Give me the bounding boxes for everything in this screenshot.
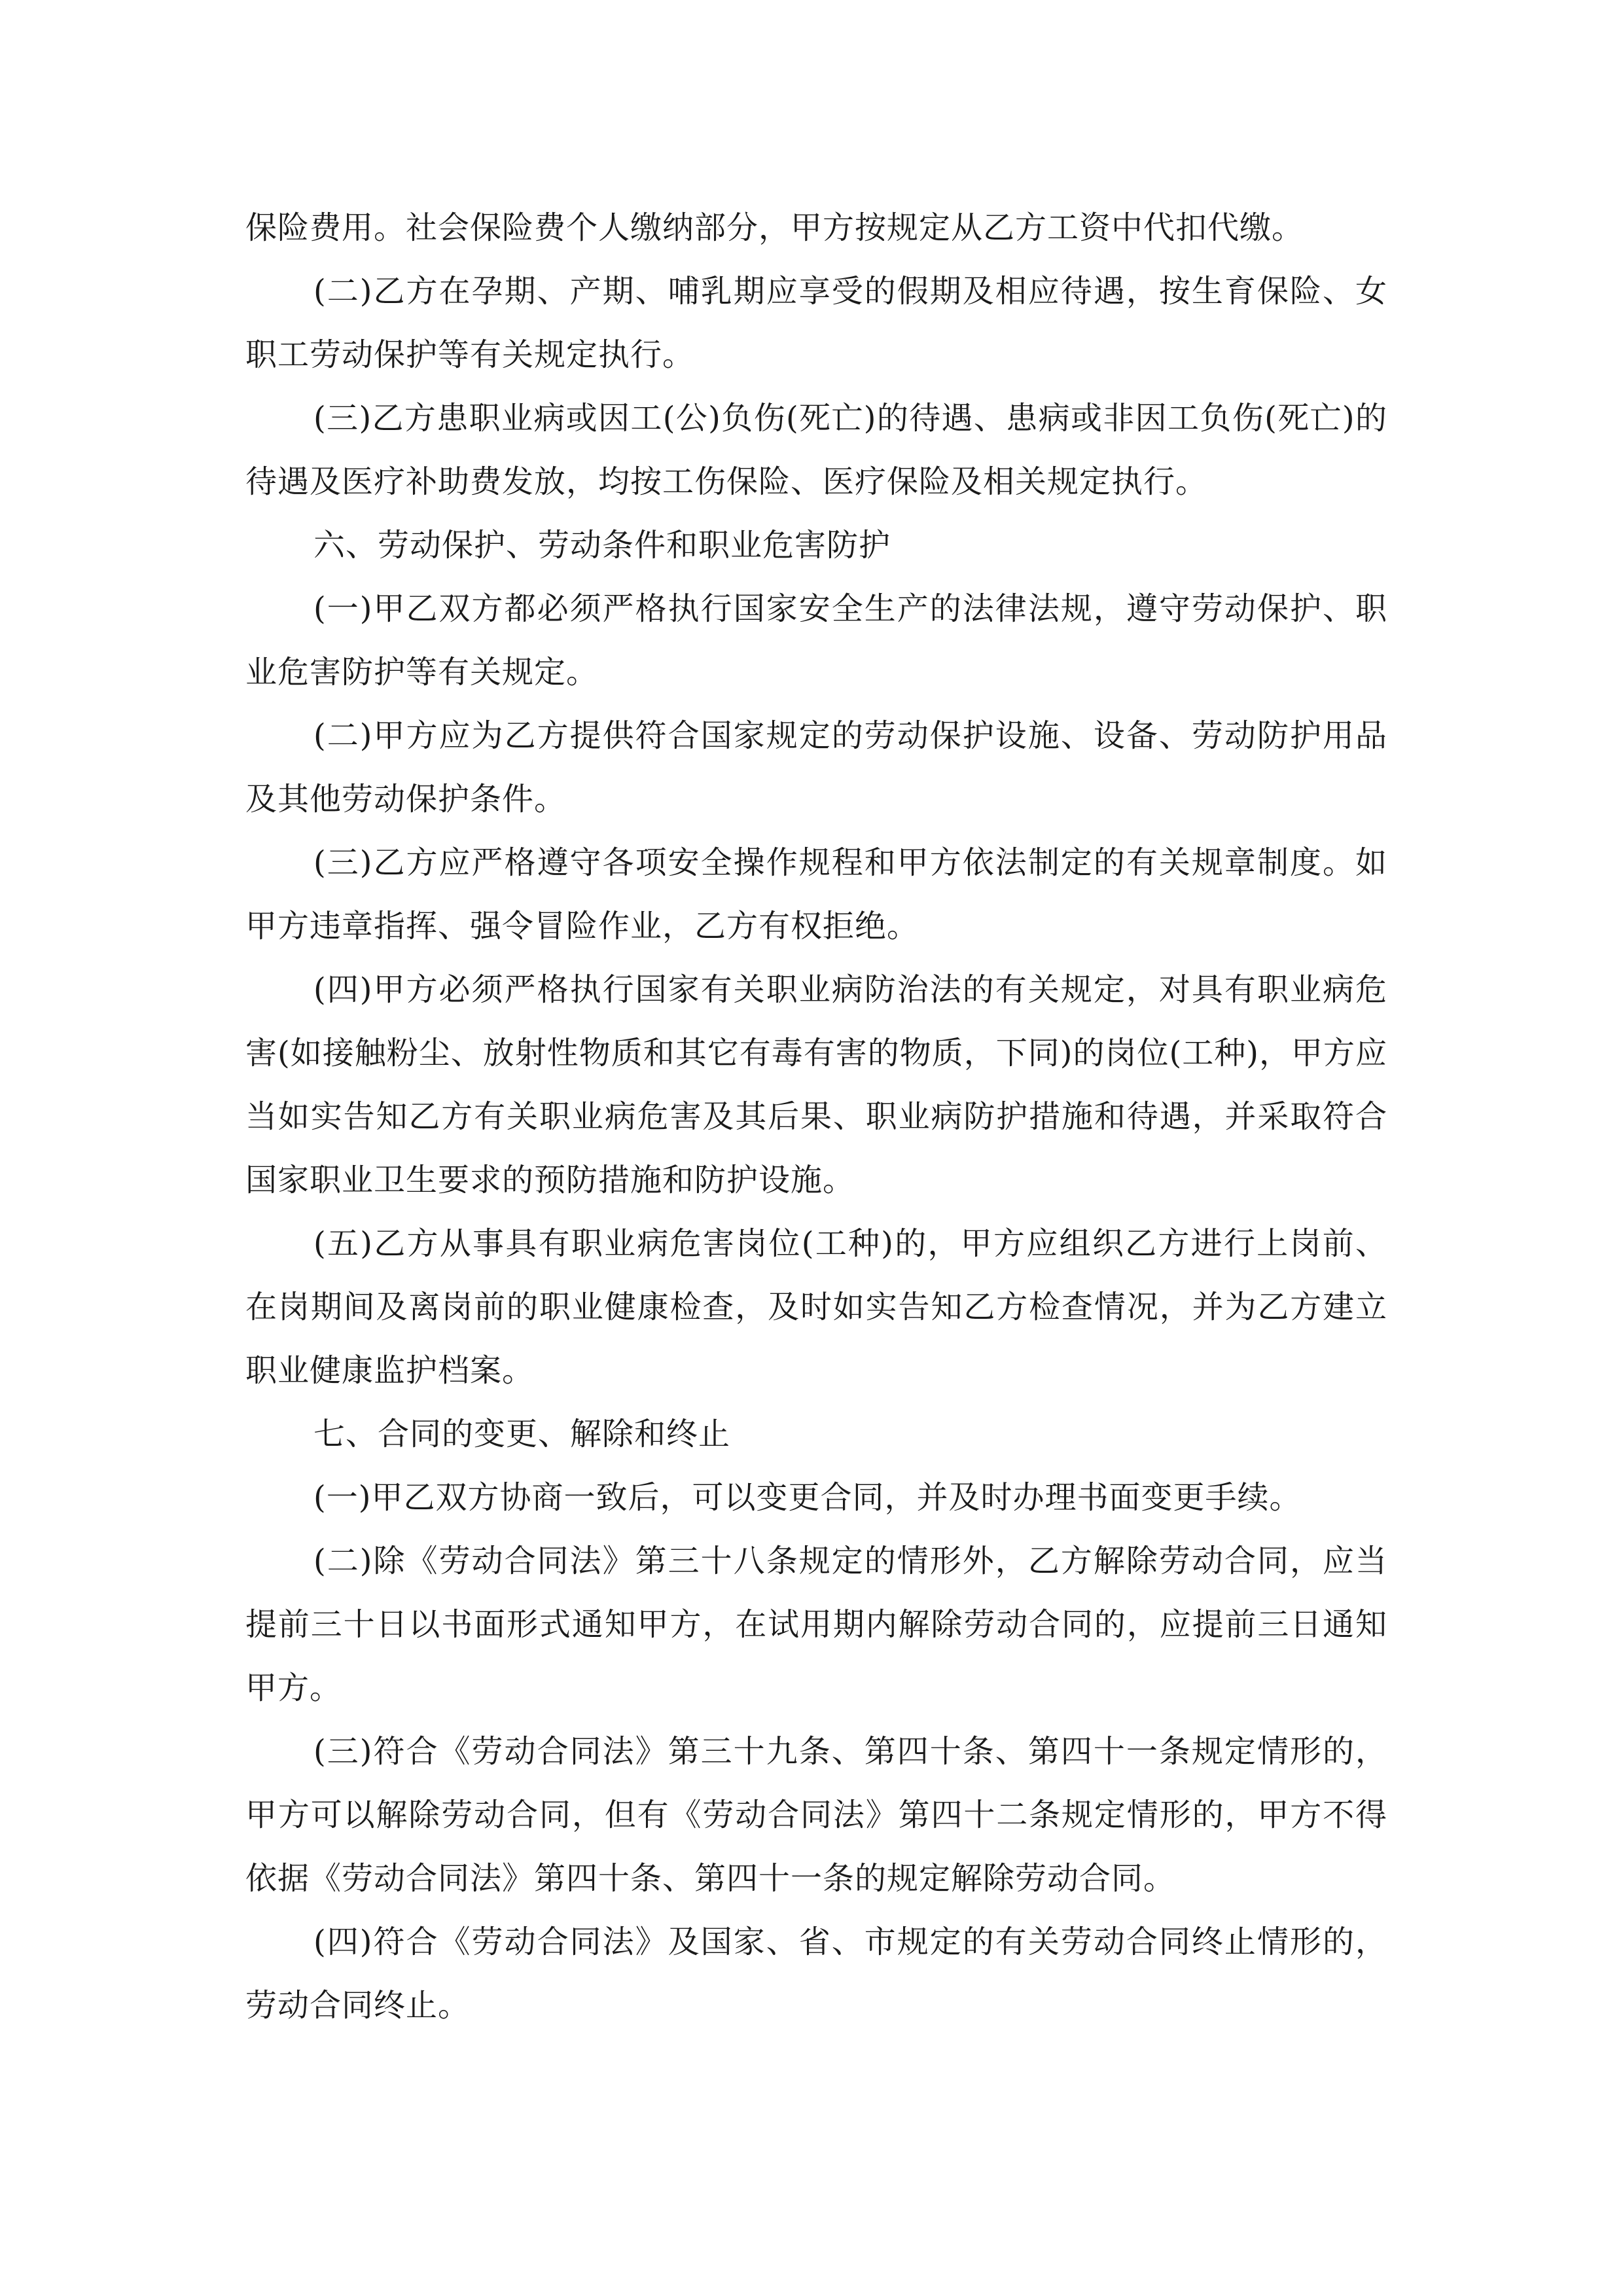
paragraph-6-2: (二)甲方应为乙方提供符合国家规定的劳动保护设施、设备、劳动防护用品及其他劳动保护条件。	[245, 717, 1387, 817]
section-heading-6: 六、劳动保护、劳动条件和职业危害防护	[313, 527, 891, 564]
paragraph-7-2: (二)除《劳动合同法》第三十八条规定的情形外，乙方解除劳动合同，应当提前三十日以书面形式通知甲方，在试用期内解除劳动合同的，应提前三日通知甲方。	[245, 1543, 1387, 1706]
paragraph-7-3: (三)符合《劳动合同法》第三十九条、第四十条、第四十一条规定情形的，甲方可以解除劳动合同，但有《劳动合同法》第四十二条规定情形的，甲方不得依据《劳动合同法》第四十条、第四十一条的规定解除劳动合同。	[245, 1733, 1387, 1897]
document-body	[245, 196, 1387, 2037]
paragraph-5-2-maternity: (二)乙方在孕期、产期、哺乳期应享受的假期及相应待遇，按生育保险、女职工劳动保护等有关规定执行。	[245, 273, 1387, 373]
section-heading-7: 七、合同的变更、解除和终止	[313, 1416, 731, 1452]
paragraph-6-4: (四)甲方必须严格执行国家有关职业病防治法的有关规定，对具有职业病危害(如接触粉尘、放射性物质和其它有毒有害的物质，下同)的岗位(工种)，甲方应当如实告知乙方有关职业病危害及其后果、职业病防护措施和待遇，并采取符合国家职业卫生要求的预防措施和防护设施。	[245, 971, 1387, 1198]
paragraph-7-4: (四)符合《劳动合同法》及国家、省、市规定的有关劳动合同终止情形的，劳动合同终止。	[245, 1924, 1387, 2024]
paragraph-insurance-continuation: 保险费用。社会保险费个人缴纳部分，甲方按规定从乙方工资中代扣代缴。	[245, 209, 1304, 246]
paragraph-6-1: (一)甲乙双方都必须严格执行国家安全生产的法律法规，遵守劳动保护、职业危害防护等有关规定。	[245, 590, 1387, 691]
paragraph-6-5: (五)乙方从事具有职业病危害岗位(工种)的，甲方应组织乙方进行上岗前、在岗期间及离岗前的职业健康检查，及时如实告知乙方检查情况，并为乙方建立职业健康监护档案。	[245, 1225, 1387, 1389]
paragraph-5-3-injury: (三)乙方患职业病或因工(公)负伤(死亡)的待遇、患病或非因工负伤(死亡)的待遇及医疗补助费发放，均按工伤保险、医疗保险及相关规定执行。	[245, 400, 1387, 500]
paragraph-7-1: (一)甲乙双方协商一致后，可以变更合同，并及时办理书面变更手续。	[313, 1479, 1302, 1516]
paragraph-6-3: (三)乙方应严格遵守各项安全操作规程和甲方依法制定的有关规章制度。如甲方违章指挥、强令冒险作业，乙方有权拒绝。	[245, 844, 1387, 944]
